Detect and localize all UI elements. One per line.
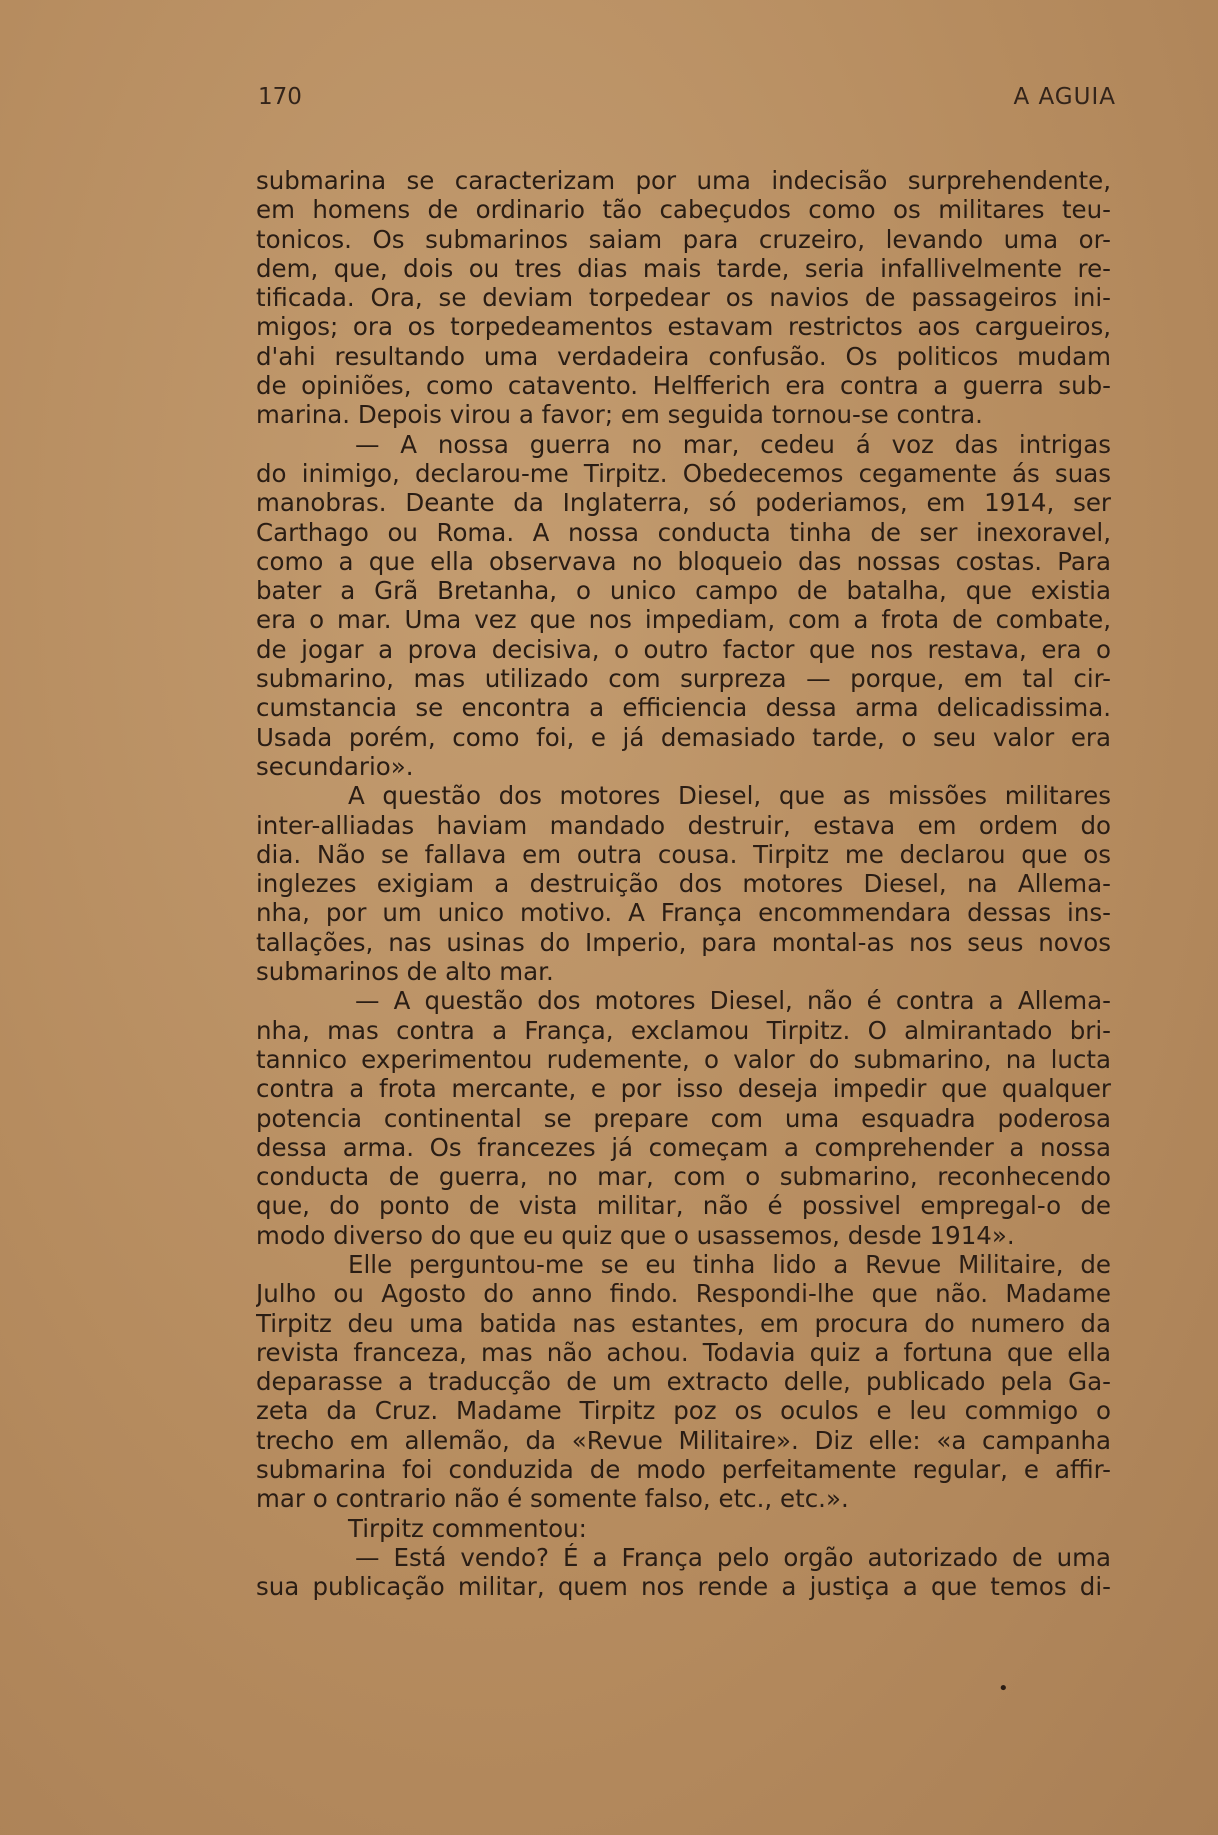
text-line: inter-alliadas haviam mandado destruir, estava em ordem do [256, 810, 1111, 840]
text-line: submarina foi conduzida de modo perfeitamente regular, e affir- [256, 1455, 1111, 1485]
text-line: Tirpitz deu uma batida nas estantes, em procura do numero da [256, 1308, 1111, 1338]
text-line: Elle perguntou-me se eu tinha lido a Revue Militaire, de [348, 1249, 1111, 1279]
text-line: modo diverso do que eu quiz que o usassemos, desde 1914». [256, 1220, 1015, 1250]
text-line: contra a frota mercante, e por isso deseja impedir que qualquer [256, 1074, 1111, 1104]
text-line: como a que ella observava no bloqueio das nossas costas. Para [256, 546, 1111, 576]
footer-mark: • [998, 1678, 1009, 1699]
text-line: de opiniões, como catavento. Helfferich era contra a guerra sub- [256, 371, 1111, 401]
text-line: em homens de ordinario tão cabeçudos como os militares teu- [256, 195, 1111, 225]
text-line: zeta da Cruz. Madame Tirpitz poz os oculos e leu commigo o [256, 1396, 1111, 1426]
text-line: secundario». [256, 751, 414, 781]
text-line: — A nossa guerra no mar, cedeu á voz das intrigas [355, 429, 1111, 459]
text-line: Carthago ou Roma. A nossa conducta tinha de ser inexoravel, [256, 517, 1111, 547]
page-number: 170 [258, 84, 302, 110]
text-line: era o mar. Uma vez que nos impediam, com a frota de combate, [256, 605, 1111, 635]
text-line: mar o contrario não é somente falso, etc., etc.». [256, 1484, 849, 1514]
text-line: que, do ponto de vista militar, não é possivel empregal-o de [256, 1191, 1111, 1221]
text-line: — A questão dos motores Diesel, não é contra a Allema- [355, 986, 1111, 1016]
text-line: A questão dos motores Diesel, que as missões militares [348, 781, 1111, 811]
page-header [258, 84, 1116, 116]
text-line: submarinos de alto mar. [256, 957, 554, 987]
text-line: sua publicação militar, quem nos rende a justiça a que temos di- [256, 1572, 1111, 1602]
text-line: revista franceza, mas não achou. Todavia quiz a fortuna que ella [256, 1337, 1111, 1367]
text-line: manobras. Deante da Inglaterra, só poderiamos, em 1914, ser [256, 488, 1111, 518]
text-line: Usada porém, como foi, e já demasiado tarde, o seu valor era [256, 722, 1111, 752]
text-line: cumstancia se encontra a efficiencia dessa arma delicadissima. [256, 693, 1111, 723]
text-line: d'ahi resultando uma verdadeira confusão. Os politicos mudam [256, 341, 1111, 371]
text-line: Julho ou Agosto do anno findo. Respondi-lhe que não. Madame [256, 1279, 1111, 1309]
text-line: tonicos. Os submarinos saiam para cruzeiro, levando uma or- [256, 224, 1111, 254]
body-text [256, 166, 1111, 1602]
text-line: conducta de guerra, no mar, com o submarino, reconhecendo [256, 1162, 1111, 1192]
text-line: deparasse a traducção de um extracto delle, publicado pela Ga- [256, 1367, 1111, 1397]
text-line: Tirpitz commentou: [348, 1513, 587, 1543]
text-line: dia. Não se fallava em outra cousa. Tirpitz me declarou que os [256, 839, 1111, 869]
text-line: potencia continental se prepare com uma esquadra poderosa [256, 1103, 1111, 1133]
text-line: dem, que, dois ou tres dias mais tarde, seria infallivelmente re- [256, 253, 1111, 283]
text-line: tannico experimentou rudemente, o valor do submarino, na lucta [256, 1044, 1111, 1074]
text-line: nha, mas contra a França, exclamou Tirpitz. O almirantado bri- [256, 1015, 1111, 1045]
running-head: A AGUIA [1013, 84, 1116, 110]
text-line: submarina se caracterizam por uma indecisão surprehendente, [256, 166, 1111, 195]
text-line: inglezes exigiam a destruição dos motores Diesel, na Allema- [256, 869, 1111, 899]
text-line: trecho em allemão, da «Revue Militaire». Diz elle: «a campanha [256, 1425, 1111, 1455]
text-line: bater a Grã Bretanha, o unico campo de batalha, que existia [256, 576, 1111, 606]
text-line: tallações, nas usinas do Imperio, para montal-as nos seus novos [256, 927, 1111, 957]
text-line: — Está vendo? É a França pelo orgão autorizado de uma [355, 1542, 1111, 1572]
text-line: nha, por um unico motivo. A França encommendara dessas ins- [256, 898, 1111, 928]
text-line: submarino, mas utilizado com surpreza — porque, em tal cir- [256, 664, 1111, 694]
text-line: de jogar a prova decisiva, o outro factor que nos restava, era o [256, 634, 1111, 664]
text-line: marina. Depois virou a favor; em seguida tornou-se contra. [256, 400, 983, 430]
text-line: migos; ora os torpedeamentos estavam restrictos aos cargueiros, [256, 312, 1111, 342]
text-line: tificada. Ora, se deviam torpedear os navios de passageiros ini- [256, 283, 1111, 313]
text-line: do inimigo, declarou-me Tirpitz. Obedecemos cegamente ás suas [256, 458, 1111, 488]
text-line: dessa arma. Os francezes já começam a comprehender a nossa [256, 1132, 1111, 1162]
